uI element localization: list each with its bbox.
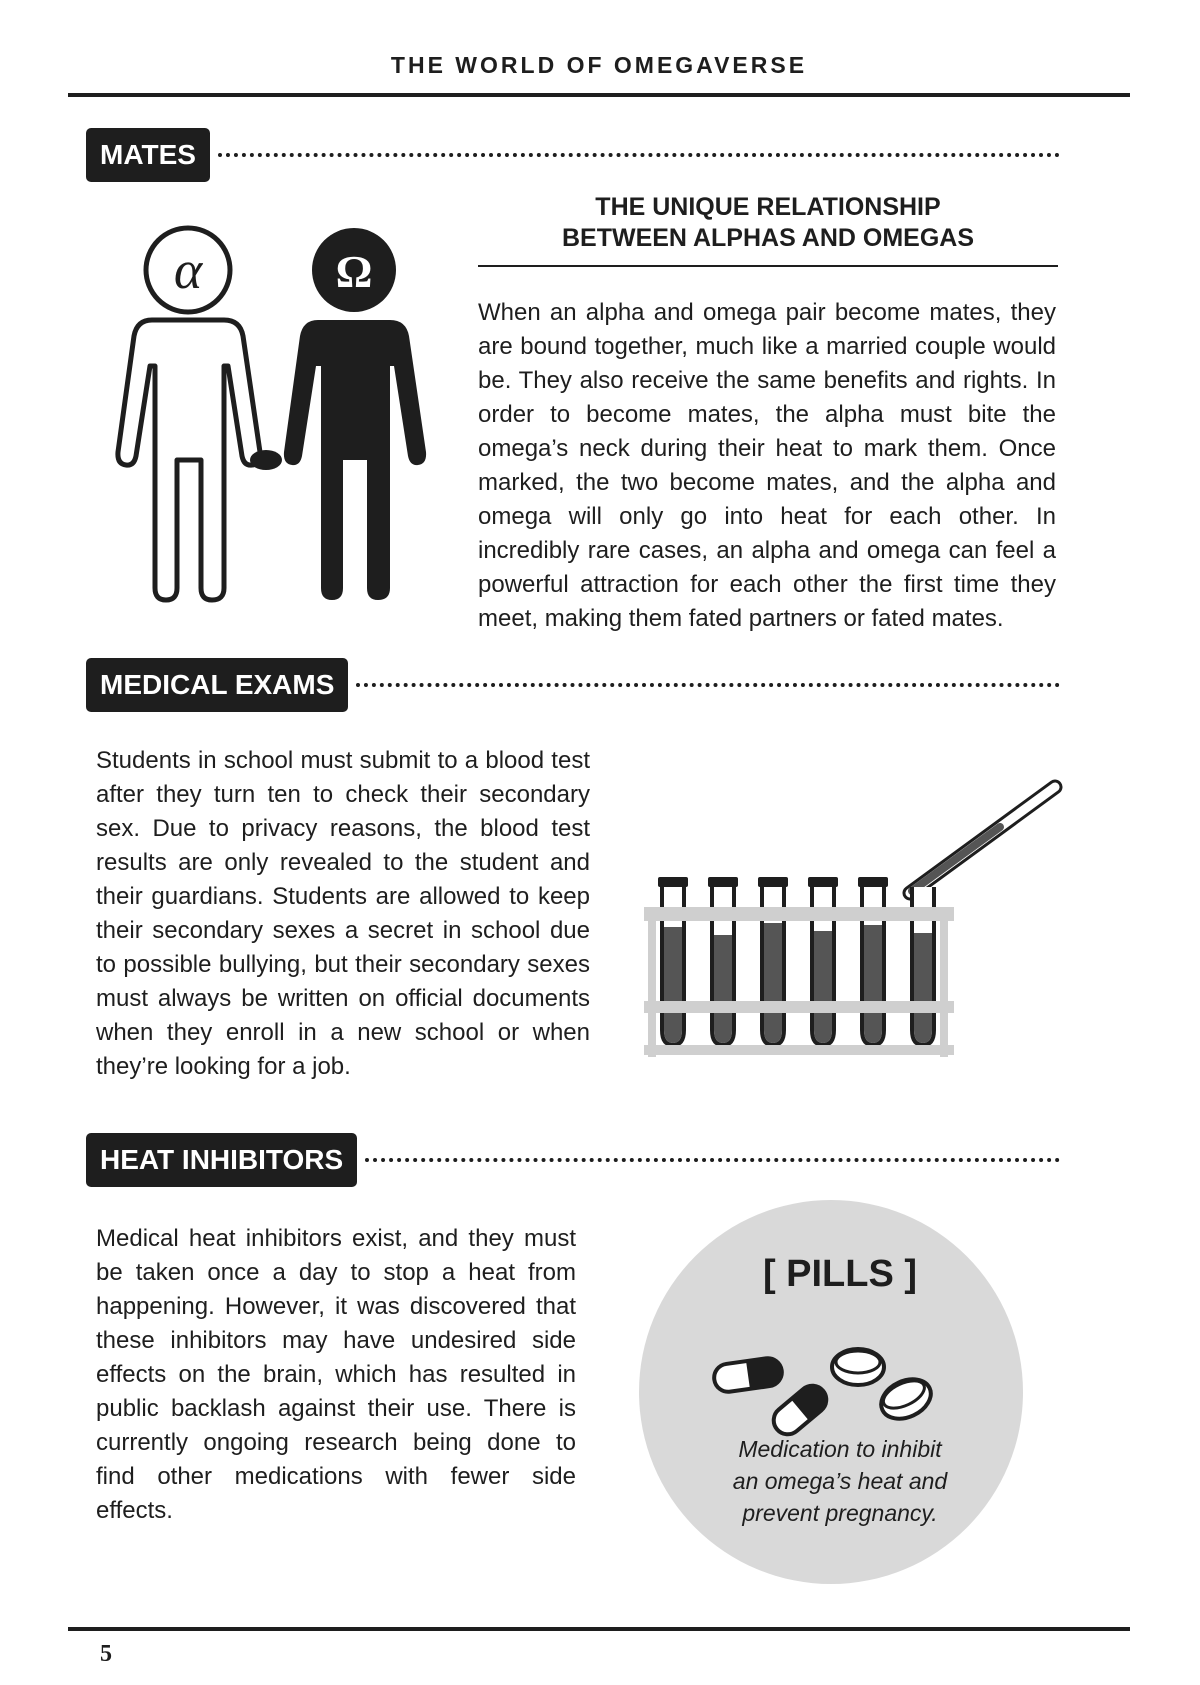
- pills-caption-line1: Medication to inhibit: [738, 1436, 942, 1462]
- test-tube-icon: [658, 877, 688, 1045]
- alpha-symbol: α: [173, 240, 203, 300]
- omega-symbol: Ω: [335, 246, 373, 297]
- alpha-omega-figures-illustration: [100, 220, 450, 610]
- pills-caption-line2: an omega’s heat and: [732, 1468, 948, 1494]
- pills-caption: [700, 1433, 980, 1529]
- rack-shelf: [644, 1045, 954, 1055]
- test-tube-rack-illustration: [640, 775, 1080, 1070]
- section-label-mates: MATES: [86, 128, 210, 182]
- mates-subheading-line1: THE UNIQUE RELATIONSHIP: [595, 193, 941, 221]
- section-title-mates: [86, 128, 1060, 182]
- mates-subheading-line2: BETWEEN ALPHAS AND OMEGAS: [561, 224, 975, 252]
- rack-post: [648, 907, 656, 1057]
- test-tube-icon: [808, 877, 838, 1045]
- alpha-figure-icon: [118, 320, 260, 600]
- test-tube-icon: [858, 877, 888, 1045]
- section-label-heat-inhibitors: HEAT INHIBITORS: [86, 1133, 357, 1187]
- section-title-medical-exams: [86, 658, 1060, 712]
- section-label-medical-exams: MEDICAL EXAMS: [86, 658, 348, 712]
- dotted-leader: [218, 153, 1060, 157]
- section-title-heat-inhibitors: [86, 1133, 1060, 1187]
- test-tube-icon: [708, 877, 738, 1045]
- dotted-leader: [365, 1158, 1060, 1162]
- mates-subheading: [478, 192, 1058, 254]
- heat-inhibitors-body-text: Medical heat inhibitors exist, and they must be taken once a day to stop a heat from happening. However, it was discovered that these inhibitors may have undesired side effects on the brain, which has resulted in public backlash against their use. There is currently ongoing research being done to find other medications with fewer side effects.: [96, 1225, 576, 1524]
- subheading-rule: [478, 265, 1058, 267]
- header-rule: [68, 93, 1130, 97]
- rack-shelf: [644, 907, 954, 921]
- page-header-title: THE WORLD OF OMEGAVERSE: [390, 52, 808, 78]
- rack-shelf: [644, 1001, 954, 1013]
- footer-rule: [68, 1627, 1130, 1631]
- dotted-leader: [356, 683, 1060, 687]
- held-hands-icon: [250, 450, 282, 470]
- tablet-pill-icon: [832, 1349, 884, 1385]
- omega-figure-icon: [284, 320, 426, 600]
- page-number: 5: [100, 1641, 112, 1667]
- medical-exams-body-text: Students in school must submit to a blood test after they turn ten to check their secondary sex. Due to privacy reasons, the blood test results are only revealed to the student and their guardians. Students are allowed to keep their secondary sexes a secret in school due to possible bullying, but their secondary sexes must always be written on official documents when they enroll in a new school or when they’re looking for a job.: [96, 747, 590, 1080]
- rack-post: [940, 907, 948, 1057]
- mates-body-text: When an alpha and omega pair become mates, they are bound together, much like a married couple would be. They also receive the same benefits and rights. In order to become mates, the alpha must bite the omega’s neck during their heat to mark them. Once marked, the two become mates, and the alpha and omega will only go into heat for each other. In incredibly rare cases, an alpha and omega can feel a powerful attraction for each other the first time they meet, making them fated partners or fated mates.: [478, 299, 1056, 632]
- pills-caption-line3: prevent pregnancy.: [742, 1500, 938, 1526]
- dropper-icon: [910, 787, 1055, 893]
- pills-title: [ PILLS ]: [762, 1253, 918, 1295]
- test-tube-icon: [758, 877, 788, 1045]
